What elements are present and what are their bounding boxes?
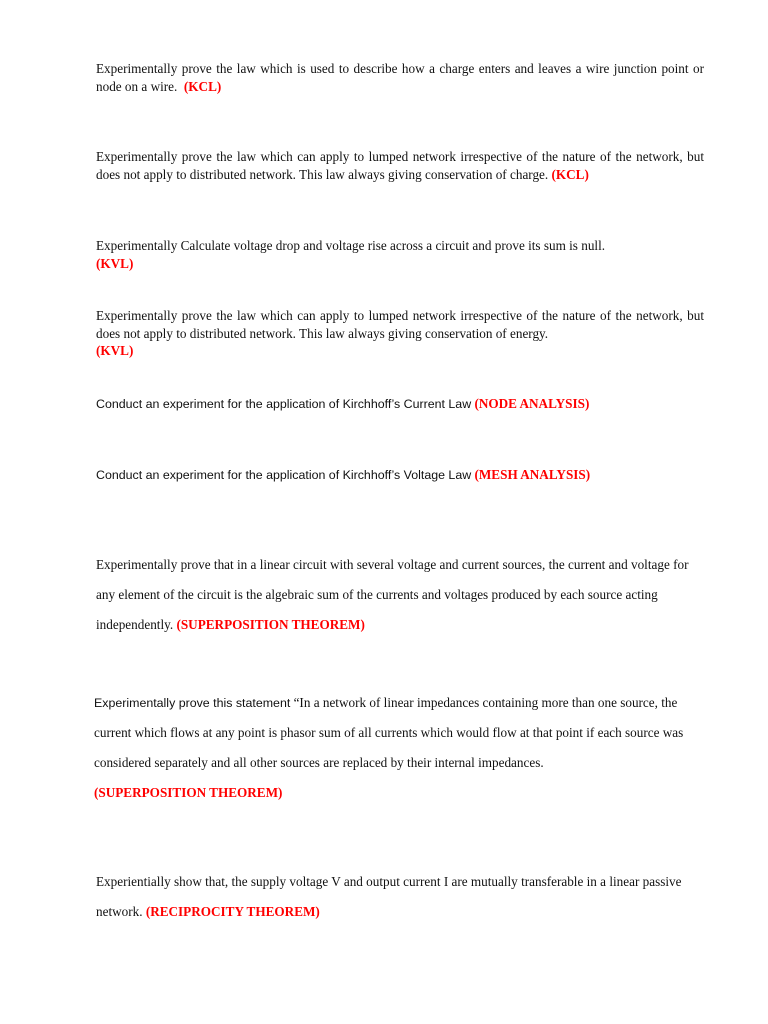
paragraph-text: Experientially show that, the supply voltage V and output current I are mutually transferable in a linear passive network. — [96, 874, 682, 919]
paragraph-text: “In a network of linear impedances containing more than one source, the current which flows at any point is phasor sum of all currents which would flow at that point if each source was considered separately and all other sources are replaced by their internal impedances. — [94, 695, 684, 770]
topic-tag: (KVL) — [96, 343, 134, 358]
topic-tag: (NODE ANALYSIS) — [474, 396, 590, 411]
paragraph-kvl-1 — [96, 237, 704, 272]
paragraph-node-analysis — [96, 395, 704, 414]
paragraph-text: Experimentally prove the law which is used to describe how a charge enters and leaves a wire junction point or node on a wire. — [96, 61, 704, 94]
paragraph-kvl-2 — [96, 307, 704, 360]
paragraph-kcl-1 — [96, 60, 704, 95]
paragraph-reciprocity — [96, 867, 704, 927]
paragraph-mesh-analysis — [96, 466, 704, 485]
paragraph-text: Experimentally prove the law which can apply to lumped network irrespective of the nature of the network, but does not apply to distributed network. This law always giving conservation of charge. — [96, 149, 704, 182]
paragraph-superposition-2 — [94, 688, 706, 808]
topic-tag: (KCL) — [551, 166, 589, 182]
paragraph-lead: Experimentally prove this statement — [94, 696, 291, 710]
paragraph-text: Experimentally prove that in a linear circuit with several voltage and current sources, the current and voltage for any element of the circuit is the algebraic sum of the currents and voltages produced by each source acting independently. — [96, 557, 689, 632]
topic-tag: (RECIPROCITY THEOREM) — [145, 904, 320, 919]
paragraph-kcl-2 — [96, 148, 704, 183]
paragraph-text: Conduct an experiment for the application of Kirchhoff’s Current Law — [96, 397, 472, 411]
topic-tag: (SUPERPOSITION THEOREM) — [94, 785, 283, 800]
topic-tag: (MESH ANALYSIS) — [474, 467, 591, 482]
paragraph-text: Experimentally Calculate voltage drop and voltage rise across a circuit and prove its sum is null. — [96, 238, 606, 253]
topic-tag: (KVL) — [96, 255, 134, 271]
topic-tag: (SUPERPOSITION THEOREM) — [176, 617, 365, 632]
paragraph-text: Experimentally prove the law which can apply to lumped network irrespective of the nature of the network, but does not apply to distributed network. This law always giving conservation of energy. — [96, 308, 704, 341]
paragraph-superposition-1 — [96, 550, 704, 640]
paragraph-text: Conduct an experiment for the application of Kirchhoff’s Voltage Law — [96, 468, 472, 482]
topic-tag: (KCL) — [183, 78, 222, 94]
